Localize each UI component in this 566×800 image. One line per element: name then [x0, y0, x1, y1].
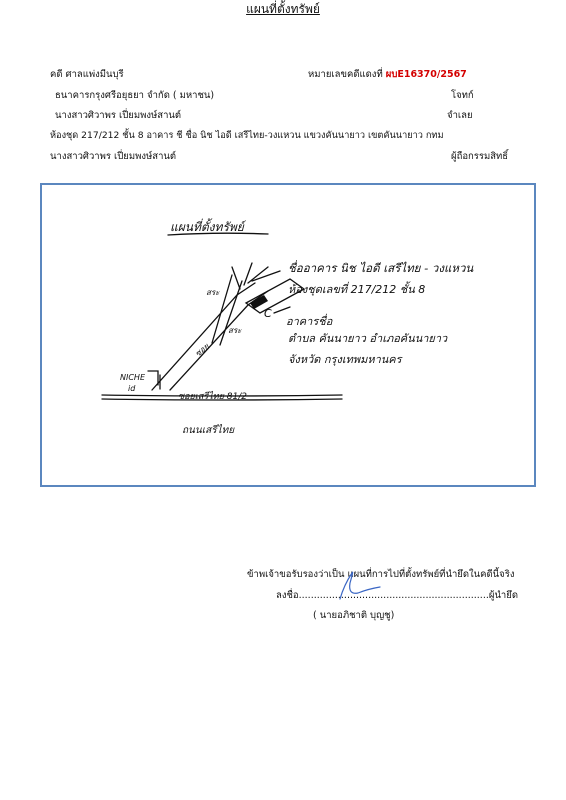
- sketch-subdistrict: ตำบล คันนายาว อำเภอคันนายาว: [288, 332, 448, 345]
- soi-road-label: ซอยเสรีไทย 81/2: [178, 392, 247, 402]
- sketch-heading: แผนที่ตั้งทรัพย์: [170, 220, 244, 234]
- niche-id-label: id: [128, 384, 136, 393]
- sketch-building-label: อาคารชื่อ: [286, 315, 333, 328]
- owner-role: ผู้ถือกรรมสิทธิ์: [451, 151, 509, 162]
- hand-drawn-map: [42, 185, 534, 485]
- document-title: แผนที่ตั้งทรัพย์: [246, 2, 320, 16]
- signature-scribble: [330, 565, 390, 605]
- sketch-province: จังหวัด กรุงเทพมหานคร: [288, 353, 402, 366]
- case-number-row: [308, 70, 467, 80]
- sign-prefix: ลงชื่อ: [276, 590, 299, 601]
- defendant-role: จำเลย: [447, 110, 473, 121]
- soi-left-edge: [152, 283, 255, 390]
- plaintiff-role: โจทก์: [451, 90, 474, 101]
- case-number-label: หมายเลขคดีแดงที่: [308, 69, 383, 80]
- building-marker: C: [264, 307, 272, 320]
- pool-label-2: สระ: [228, 326, 242, 335]
- plaintiff-name: ธนาคารกรุงศรีอยุธยา จำกัด ( มหาชน): [55, 90, 215, 101]
- pool-label: สระ: [206, 288, 220, 297]
- certification-statement: ข้าพเจ้าขอรับรองว่าเป็น แผนที่การไปที่ตั้งทรัพย์ที่นำยึดในคดีนี้จริง: [247, 569, 515, 580]
- niche-marker: [148, 371, 158, 385]
- main-road-label: ถนนเสรีไทย: [182, 425, 235, 436]
- niche-label: NICHE: [120, 373, 145, 382]
- soi-label: ซอย: [193, 342, 211, 359]
- court-label: คดี ศาลแพ่งมีนบุรี: [50, 69, 124, 80]
- signer-role: ผู้นำยึด: [488, 590, 519, 601]
- property-address: ห้องชุด 217/212 ชั้น 8 อาคาร ชี ชื่อ นิช ไอดี เสรีไทย-วงแหวน แขวงคันนายาว เขตคันนายาว กทม: [50, 130, 444, 141]
- map-frame: [40, 183, 536, 487]
- sketch-building-name: ชื่ออาคาร นิช ไอดี เสรีไทย - วงแหวน: [288, 261, 474, 275]
- signature-line: [276, 591, 518, 601]
- building-pointer: [274, 307, 290, 313]
- sketch-unit-number: ห้องชุดเลขที่ 217/212 ชั้น 8: [288, 283, 426, 296]
- owner-name: นางสาวศิวาพร เปี่ยมพงษ์สานต์: [50, 151, 177, 162]
- defendant-name: นางสาวศิวาพร เปี่ยมพงษ์สานต์: [55, 110, 182, 121]
- branch-road-edge: [220, 281, 242, 345]
- sign-dots: ...............................................................: [298, 590, 489, 601]
- signer-name: ( นายอภิชาติ บุญชู): [313, 610, 395, 621]
- case-number-value: ผบE16370/2567: [385, 69, 467, 80]
- radiating-line: [248, 267, 268, 283]
- radiating-line: [244, 263, 252, 285]
- radiating-line: [232, 267, 240, 289]
